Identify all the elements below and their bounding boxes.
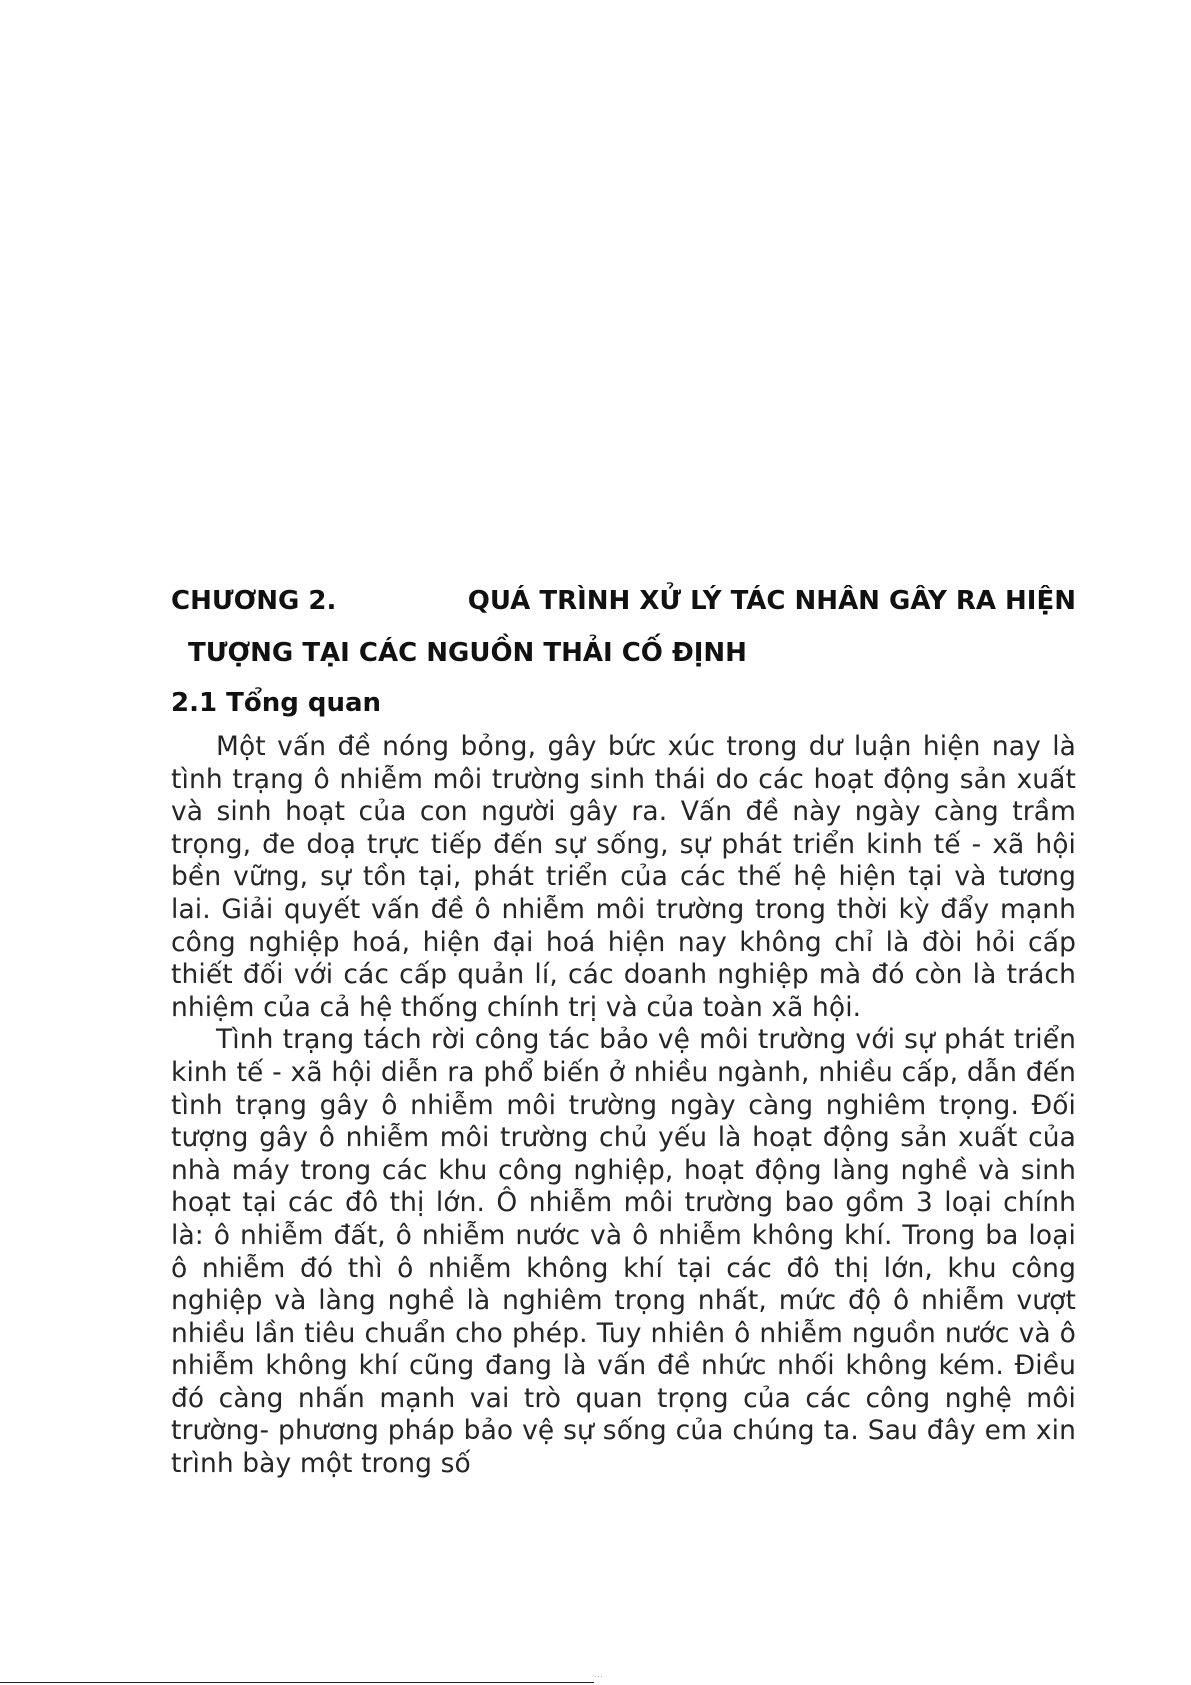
chapter-number: CHƯƠNG 2. bbox=[171, 586, 337, 616]
footer-dot-mark: ··· bbox=[594, 1673, 604, 1681]
body-paragraph-1: Một vấn đề nóng bỏng, gây bức xúc trong dư luận hiện nay là tình trạng ô nhiễm môi trường sinh thái do các hoạt động sản xuất và sinh hoạt của con người gây ra. Vấn đề này ngày càng trầm trọng, đe doạ trực tiếp đến sự sống, sự phát triển kinh tế - xã hội bền vững, sự tồn tại, phát triển của các thế hệ hiện tại và tương lai. Giải quyết vấn đề ô nhiễm môi trường trong thời kỳ đẩy mạnh công nghiệp hoá, hiện đại hoá hiện nay không chỉ là đòi hỏi cấp thiết đối với các cấp quản lí, các doanh nghiệp mà đó còn là trách nhiệm của cả hệ thống chính trị và của toàn xã hội. bbox=[171, 731, 1076, 1023]
section-heading: 2.1 Tổng quan bbox=[171, 688, 382, 718]
body-paragraph-2: Tình trạng tách rời công tác bảo vệ môi trường với sự phát triển kinh tế - xã hội diễn ra phổ biến ở nhiều ngành, nhiều cấp, dẫn đến tình trạng gây ô nhiễm môi trường ngày càng nghiêm trọng. Đối tượng gây ô nhiễm môi trường chủ yếu là hoạt động sản xuất của nhà máy trong các khu công nghiệp, hoạt động làng nghề và sinh hoạt tại các đô thị lớn. Ô nhiễm môi trường bao gồm 3 loại chính là: ô nhiễm đất, ô nhiễm nước và ô nhiễm không khí. Trong ba loại ô nhiễm đó thì ô nhiễm không khí tại các đô thị lớn, khu công nghiệp và làng nghề là nghiêm trọng nhất, mức độ ô nhiễm vượt nhiều lần tiêu chuẩn cho phép. Tuy nhiên ô nhiễm nguồn nước và ô nhiễm không khí cũng đang là vấn đề nhức nhối không kém. Điều đó càng nhấn mạnh vai trò quan trọng của các công nghệ môi trường- phương pháp bảo vệ sự sống của chúng ta. Sau đây em xin trình bày một trong số bbox=[171, 1024, 1076, 1480]
footnote-separator-line bbox=[0, 1682, 594, 1683]
chapter-heading bbox=[171, 575, 1076, 679]
chapter-heading-line-1 bbox=[171, 575, 1076, 627]
chapter-title-part-1: QUÁ TRÌNH XỬ LÝ TÁC NHÂN GÂY RA HIỆN bbox=[467, 586, 1076, 616]
chapter-title-part-2: TƯỢNG TẠI CÁC NGUỒN THẢI CỐ ĐỊNH bbox=[188, 638, 747, 668]
page-content bbox=[171, 575, 1076, 1481]
